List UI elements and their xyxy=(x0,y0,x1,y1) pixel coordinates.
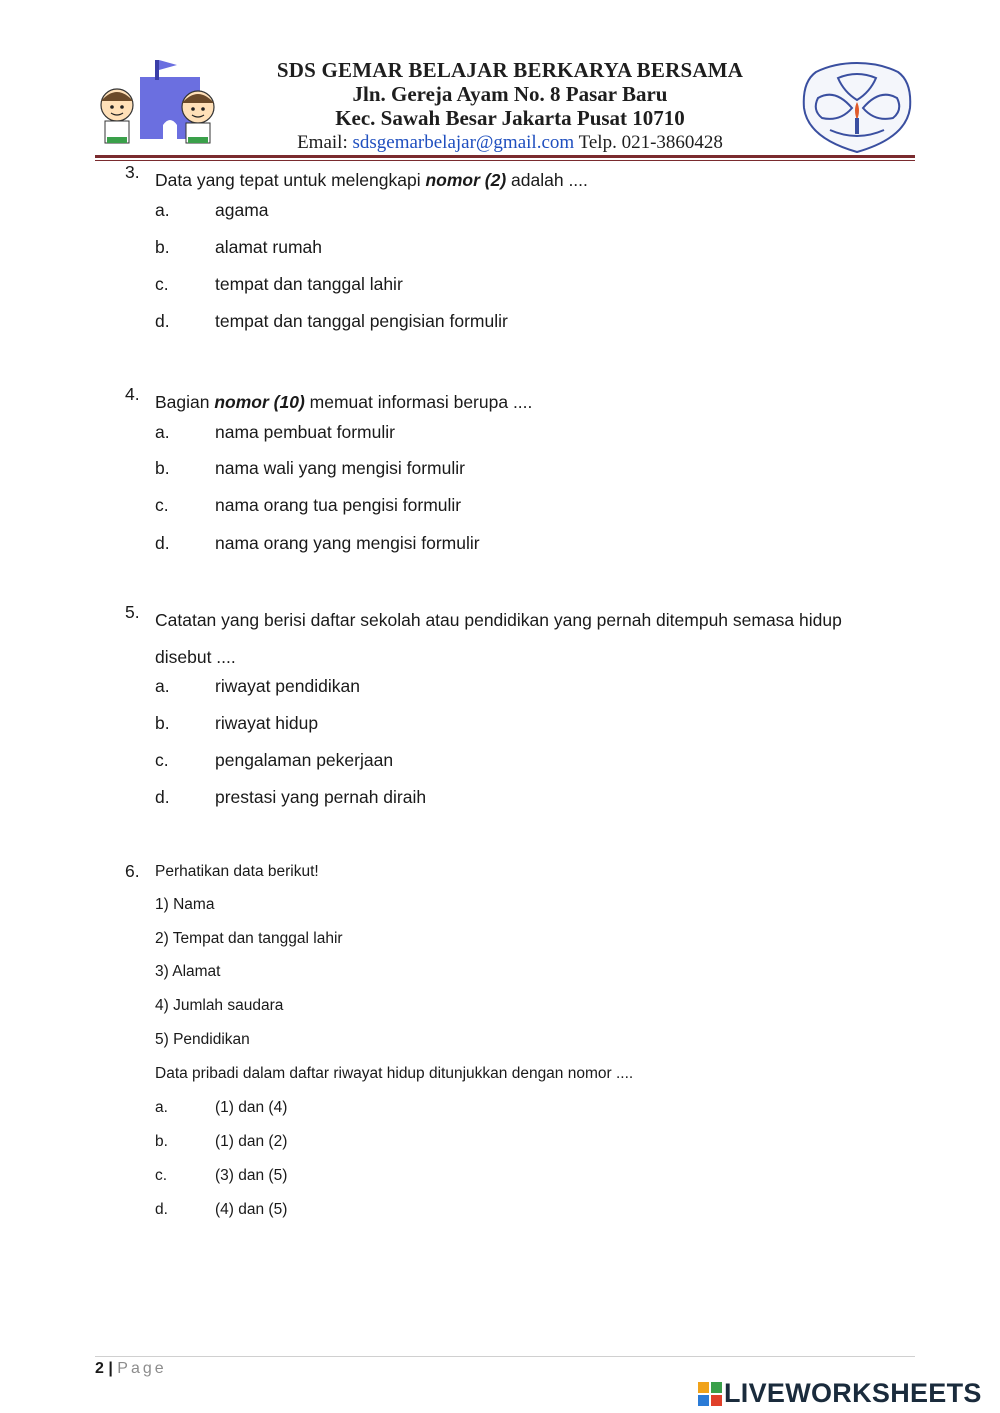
header-rule-thin xyxy=(95,160,915,161)
option-text: prestasi yang pernah diraih xyxy=(215,787,427,807)
address-line-1: Jln. Gereja Ayam No. 8 Pasar Baru xyxy=(352,82,668,106)
option-letter: d. xyxy=(155,533,170,553)
option-letter: a. xyxy=(155,200,170,220)
option-letter: b. xyxy=(155,237,170,257)
option-text: agama xyxy=(215,200,269,220)
option-text: riwayat pendidikan xyxy=(215,676,360,696)
option-letter: d. xyxy=(155,311,170,331)
question-number: 4. xyxy=(125,384,140,404)
school-name: SDS GEMAR BELAJAR BERKARYA BERSAMA xyxy=(276,58,744,82)
data-item-1: 1) Nama xyxy=(155,896,215,913)
option-letter: a. xyxy=(155,676,170,696)
option-text: nama orang yang mengisi formulir xyxy=(215,533,480,553)
option-letter: d. xyxy=(155,1201,168,1218)
option-letter: c. xyxy=(155,750,169,770)
question-text: Perhatikan data berikut! xyxy=(155,863,319,880)
data-item-4: 4) Jumlah saudara xyxy=(155,997,284,1014)
option-letter: b. xyxy=(155,713,170,733)
question-number: 3. xyxy=(125,162,140,182)
option-letter: c. xyxy=(155,1167,168,1184)
option-text: nama orang tua pengisi formulir xyxy=(215,495,462,515)
option-text: nama pembuat formulir xyxy=(215,422,395,442)
tut-wuri-handayani-emblem xyxy=(800,60,915,155)
page-number: 2 | Page xyxy=(95,1360,167,1377)
phone-number: Telp. 021-3860428 xyxy=(578,132,723,153)
question-prompt: Data pribadi dalam daftar riwayat hidup ditunjukkan dengan nomor .... xyxy=(155,1065,634,1082)
footer-rule xyxy=(95,1356,915,1357)
question-number: 5. xyxy=(125,602,140,622)
option-letter: b. xyxy=(155,458,170,478)
contact-line xyxy=(220,130,800,155)
question-number: 6. xyxy=(125,861,140,881)
option-text: nama wali yang mengisi formulir xyxy=(215,458,465,478)
email-address[interactable]: sdsgemarbelajar@gmail.com xyxy=(352,132,575,153)
header-rule-thick xyxy=(95,155,915,158)
option-letter: a. xyxy=(155,1099,168,1116)
option-text: (1) dan (4) xyxy=(215,1099,288,1116)
question-text: Bagian nomor (10) memuat informasi berupa .... xyxy=(155,392,533,412)
letterhead-text xyxy=(220,58,800,155)
option-text: (1) dan (2) xyxy=(215,1133,288,1150)
option-text: alamat rumah xyxy=(215,237,322,257)
letterhead xyxy=(95,55,915,160)
brand-text: LIVEWORKSHEETS xyxy=(724,1378,982,1408)
option-text: tempat dan tanggal lahir xyxy=(215,274,403,294)
email-label: Email: xyxy=(297,132,348,153)
school-mascot-logo xyxy=(95,55,225,150)
question-text: Catatan yang berisi daftar sekolah atau pendidikan yang pernah ditempuh semasa hidup disebut .... xyxy=(155,610,842,667)
liveworksheets-brand[interactable] xyxy=(698,1378,998,1410)
question-text: Data yang tepat untuk melengkapi nomor (2) adalah .... xyxy=(155,170,588,190)
data-item-5: 5) Pendidikan xyxy=(155,1031,250,1048)
option-text: pengalaman pekerjaan xyxy=(215,750,394,770)
option-letter: d. xyxy=(155,787,170,807)
option-letter: c. xyxy=(155,495,169,515)
option-text: (4) dan (5) xyxy=(215,1201,288,1218)
option-text: riwayat hidup xyxy=(215,713,319,733)
option-text: (3) dan (5) xyxy=(215,1167,288,1184)
option-letter: c. xyxy=(155,274,169,294)
address-line-2: Kec. Sawah Besar Jakarta Pusat 10710 xyxy=(335,106,685,130)
option-text: tempat dan tanggal pengisian formulir xyxy=(215,311,508,331)
option-letter: a. xyxy=(155,422,170,442)
data-item-2: 2) Tempat dan tanggal lahir xyxy=(155,930,343,947)
liveworksheets-logo-icon xyxy=(698,1382,722,1406)
data-item-3: 3) Alamat xyxy=(155,963,221,980)
option-letter: b. xyxy=(155,1133,168,1150)
